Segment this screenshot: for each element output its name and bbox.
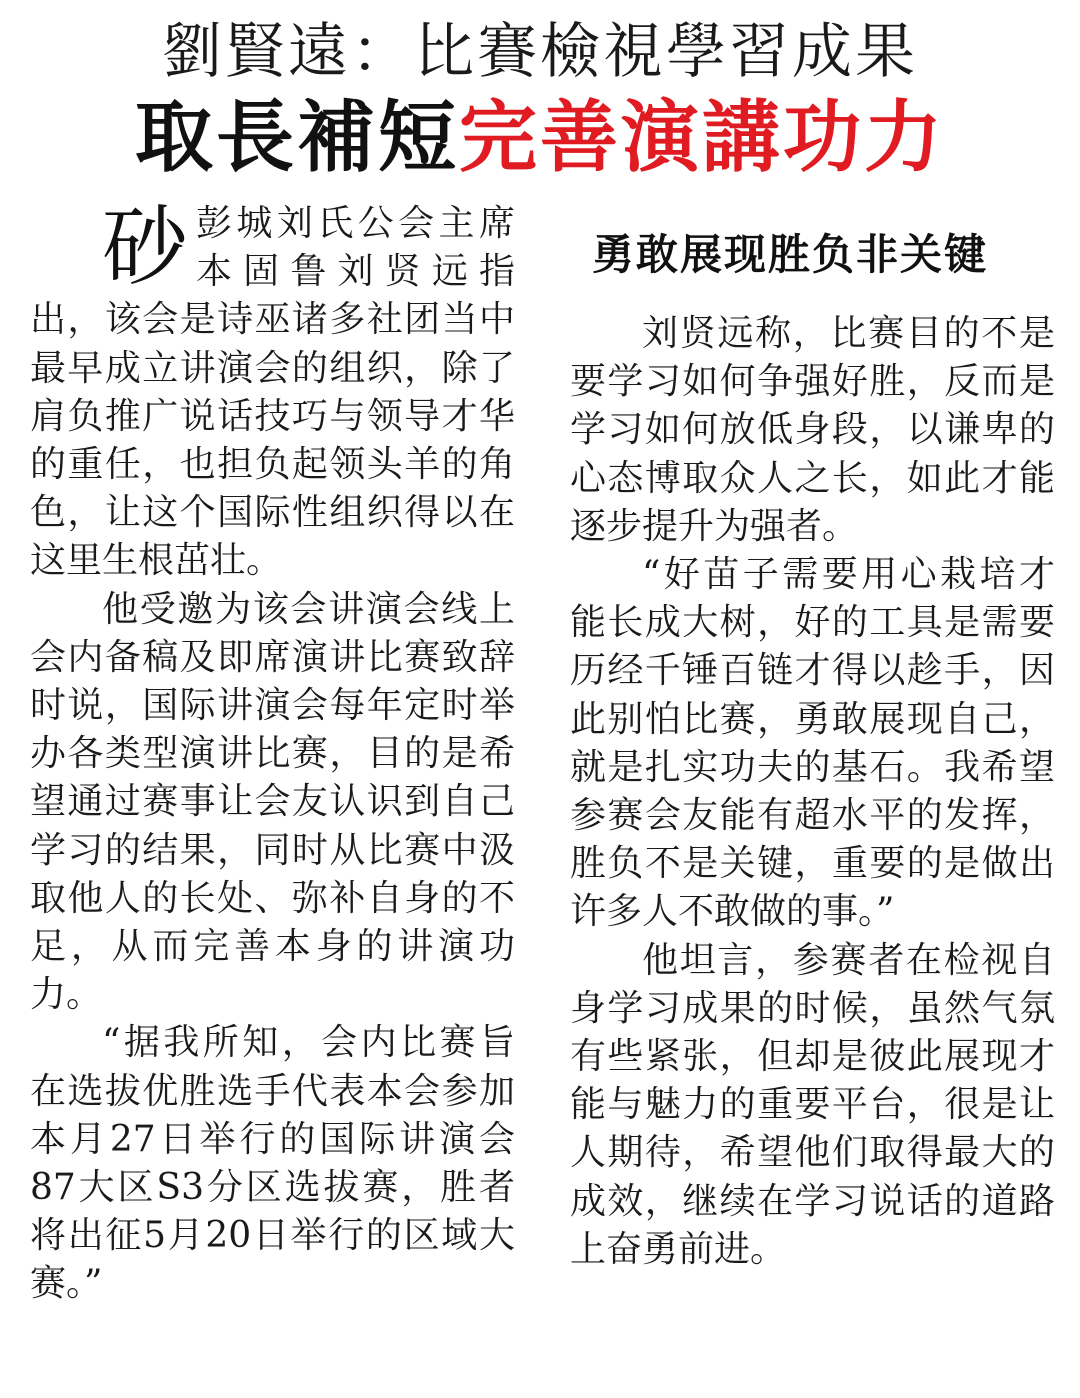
article-paragraph: 彭城刘氏公会主席本固鲁刘贤远指出，该会是诗巫诸多社团当中最早成立讲演会的组织，除了肩负推广说话技巧与领导才华的重任，也担负起领头羊的角色，让这个国际性组织得以在这里生根茁壮。 [30, 203, 515, 582]
article-paragraph: 他坦言，参赛者在检视自身学习成果的时候，虽然气氛有些紧张，但却是彼此展现才能与魅力的重要平台，很是让人期待，希望他们取得最大的成效，继续在学习说话的道路上奋勇前进。 [570, 939, 1055, 1270]
headline-black-part: 取長補短 [134, 92, 459, 183]
headline-red-part: 完善演講功力 [459, 92, 946, 183]
article-column-left [30, 197, 515, 1309]
article-paragraph: “据我所知，会内比赛旨在选拔优胜选手代表本会参加本月27日举行的国际讲演会87大区S3分区选拔赛，胜者将出征5月20日举行的区域大赛。” [30, 1022, 515, 1305]
article-paragraph: “好苗子需要用心栽培才能长成大树，好的工具是需要历经千锤百链才得以趁手，因此别怕比赛，勇敢展现自己，就是扎实功夫的基石。我希望参赛会友能有超水平的发挥，胜负不是关键，重要的是做出许多人不敢做的事。” [570, 554, 1055, 933]
article-paragraph: 他受邀为该会讲演会线上会内备稿及即席演讲比赛致辞时说，国际讲演会每年定时举办各类型演讲比赛，目的是希望通过赛事让会友认识到自己学习的结果，同时从比赛中汲取他人的长处、弥补自身的不足，从而完善本身的讲演功力。 [30, 588, 515, 1016]
main-headline [0, 90, 1080, 186]
headline-kicker: 劉賢遠：比賽檢視學習成果 [162, 17, 918, 87]
article-column-right [570, 200, 1055, 1274]
article-paragraph: 刘贤远称，比赛目的不是要学习如何争强好胜，反而是学习如何放低身段，以谦卑的心态博取众人之长，如此才能逐步提升为强者。 [570, 313, 1055, 547]
drop-cap: 砂 [102, 197, 188, 297]
article-subheading: 勇敢展现胜负非关键 [592, 230, 989, 279]
